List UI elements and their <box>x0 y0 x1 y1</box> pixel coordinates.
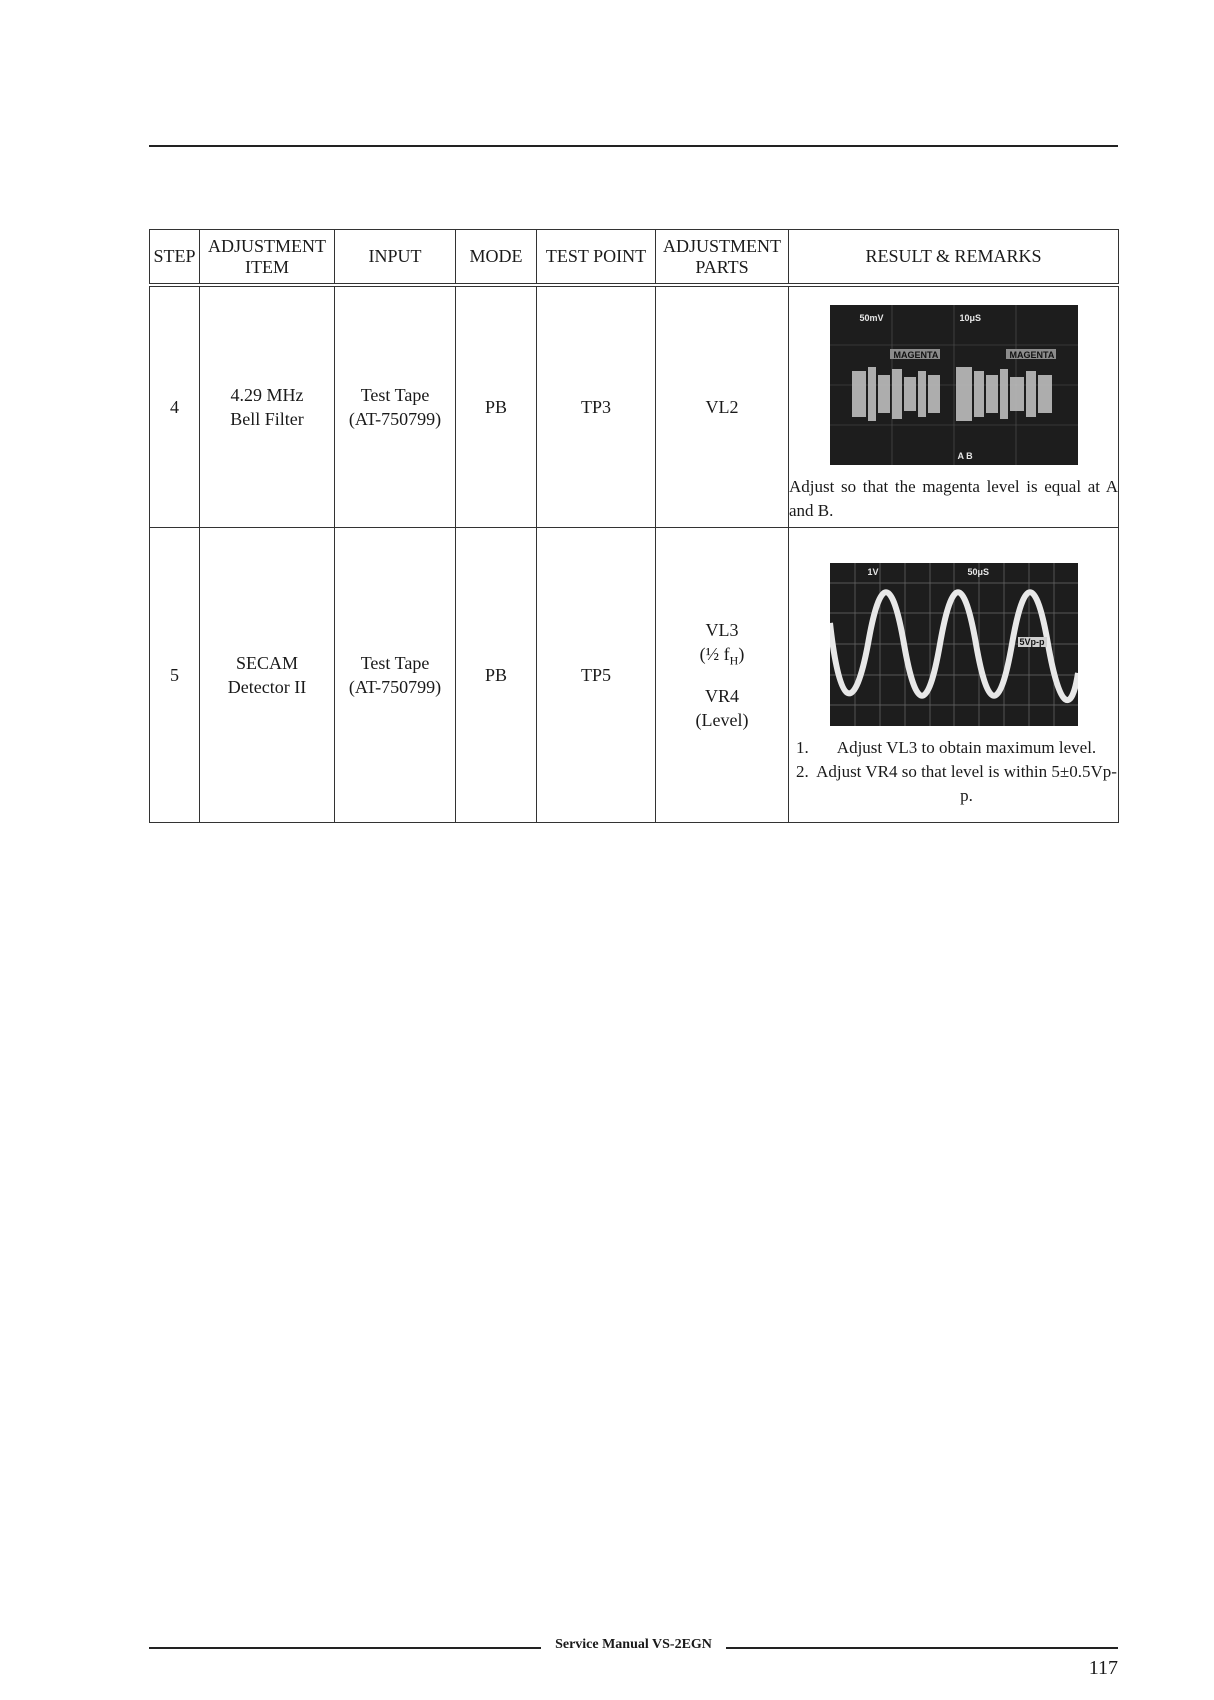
scope-magenta-label: MAGENTA <box>893 350 939 360</box>
adjustment-item-cell <box>200 285 335 528</box>
scope-ab-label: A B <box>957 451 973 461</box>
item-line: SECAM <box>235 653 298 673</box>
input-line: Test Tape <box>360 653 430 673</box>
header-result-remarks: RESULT & REMARKS <box>789 230 1119 286</box>
scope-time-label: 10μS <box>959 313 982 323</box>
header-input: INPUT <box>335 230 456 286</box>
remark-text: Adjust so that the magenta level is equal at A and B. <box>789 477 1118 520</box>
bell-filter-waveform <box>830 305 1078 465</box>
scope-magenta-label: MAGENTA <box>1009 350 1055 360</box>
header-test-point: TEST POINT <box>537 230 656 286</box>
parts-line: VR4 <box>704 686 739 707</box>
item-line: Bell Filter <box>230 409 304 429</box>
input-cell <box>335 528 456 823</box>
parts-subscript: H <box>729 653 739 668</box>
test-point-cell: TP5 <box>537 528 656 823</box>
header-adjustment-parts: ADJUSTMENT PARTS <box>656 230 789 286</box>
remark-list <box>789 736 1118 808</box>
remarks-cell <box>789 528 1119 823</box>
item-line: 4.29 MHz <box>230 385 304 405</box>
input-line: (AT-750799) <box>348 677 442 697</box>
mode-cell: PB <box>456 528 537 823</box>
remarks-cell <box>789 285 1119 528</box>
remark-item: 2. Adjust VR4 so that level is within 5±0.5Vp-p. <box>813 760 1118 808</box>
table-header-row <box>150 230 1119 286</box>
mode-cell: PB <box>456 285 537 528</box>
parts-paren: ) <box>738 643 745 664</box>
item-line: Detector II <box>227 677 307 697</box>
scope-volt-label: 50mV <box>859 313 884 323</box>
oscilloscope-photo <box>830 563 1078 726</box>
footer-rule-right <box>726 1647 1118 1649</box>
parts-fraction: (½ f <box>699 643 730 664</box>
scope-volt-label: 1V <box>867 566 879 577</box>
adjustment-table <box>149 229 1119 823</box>
adjustment-parts-cell <box>656 528 789 823</box>
page-number: 117 <box>1088 1657 1118 1679</box>
parts-line: (Level) <box>695 710 749 731</box>
parts-line <box>656 642 788 673</box>
header-adjustment-item: ADJUSTMENT ITEM <box>200 230 335 286</box>
scope-level-label: 5Vp-p <box>1019 636 1045 647</box>
step-cell: 4 <box>150 285 200 528</box>
table-row <box>150 528 1119 823</box>
oscilloscope-photo <box>830 305 1078 465</box>
remark-item: 1. Adjust VL3 to obtain maximum level. <box>813 736 1118 760</box>
header-step: STEP <box>150 230 200 286</box>
table-row <box>150 285 1119 528</box>
parts-line: VL3 <box>705 619 739 640</box>
input-line: (AT-750799) <box>348 409 442 429</box>
footer-rule-left <box>149 1647 541 1649</box>
test-point-cell: TP3 <box>537 285 656 528</box>
header-mode: MODE <box>456 230 537 286</box>
footer-title: Service Manual VS-2EGN <box>555 1637 712 1652</box>
scope-time-label: 50μS <box>967 566 990 577</box>
adjustment-parts-cell: VL2 <box>656 285 789 528</box>
input-cell <box>335 285 456 528</box>
input-line: Test Tape <box>360 385 430 405</box>
step-cell: 5 <box>150 528 200 823</box>
adjustment-item-cell <box>200 528 335 823</box>
top-rule <box>149 145 1118 147</box>
